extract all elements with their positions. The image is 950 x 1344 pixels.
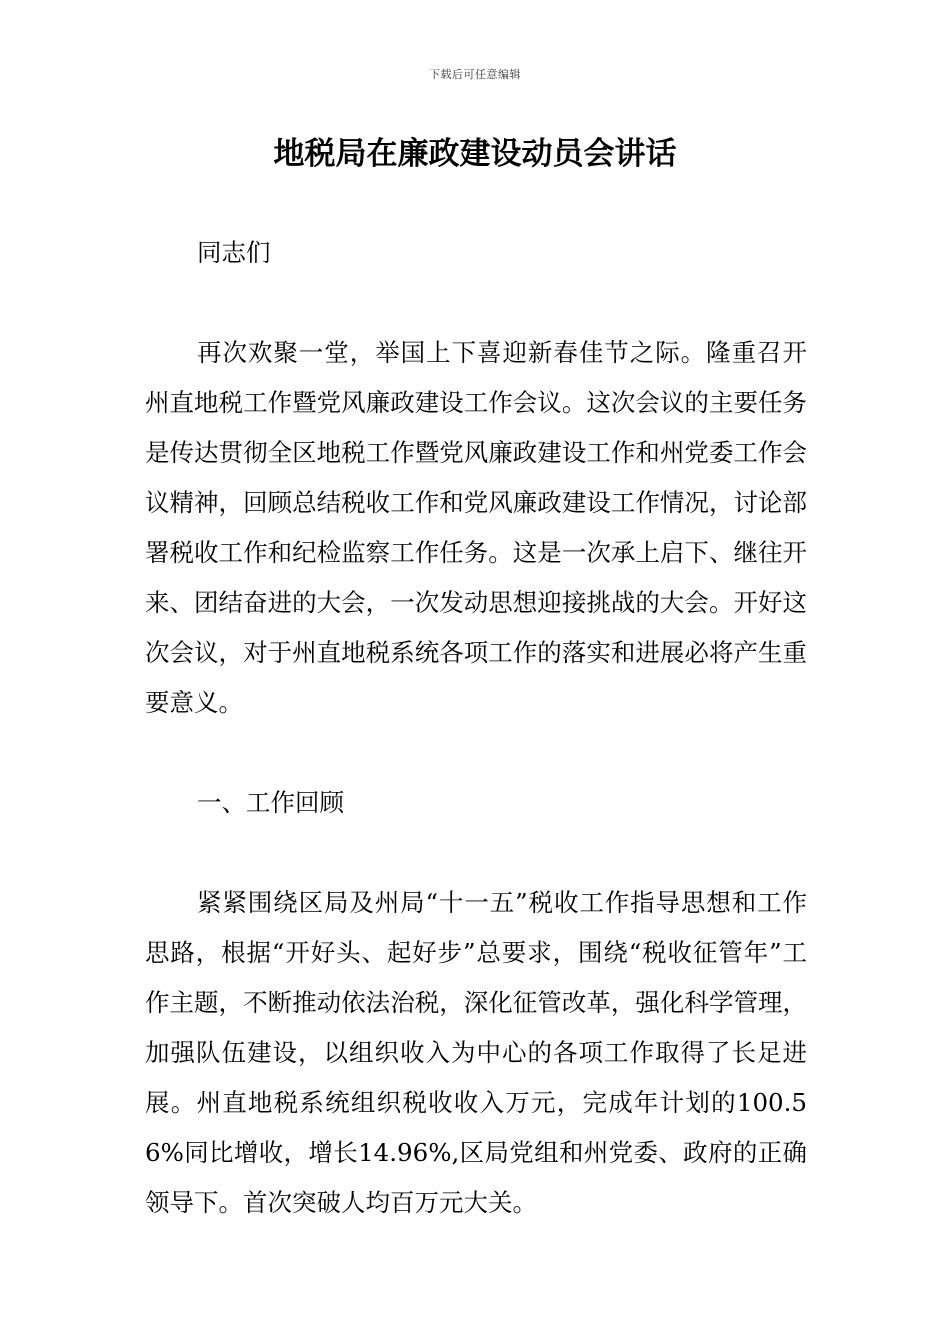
document-title: 地税局在廉政建设动员会讲话 [273, 136, 677, 172]
document-body [145, 228, 807, 1228]
section-heading-work-review: 一、工作回顾 [197, 788, 344, 817]
paragraph-work-review: 紧紧围绕区局及州局“十一五”税收工作指导思想和工作思路，根据“开好头、起好步”总要求，围绕“税收征管年”工作主题，不断推动依法治税，深化征管改革，强化科学管理，加强队伍建设，以组织收入为中心的各项工作取得了长足进展。州直地税系统组织税收收入万元，完成年计划的100.56%同比增收，增长14.96%,区局党组和州党委、政府的正确领导下。首次突破人均百万元大关。 [145, 888, 807, 1217]
header-note: 下载后可任意编辑 [429, 68, 521, 81]
salutation: 同志们 [197, 238, 271, 267]
paragraph-opening: 再次欢聚一堂，举国上下喜迎新春佳节之际。隆重召开州直地税工作暨党风廉政建设工作会议。这次会议的主要任务是传达贯彻全区地税工作暨党风廉政建设工作和州党委工作会议精神，回顾总结税收工作和党风廉政建设工作情况，讨论部署税收工作和纪检监察工作任务。这是一次承上启下、继往开来、团结奋进的大会，一次发动思想迎接挑战的大会。开好这次会议，对于州直地税系统各项工作的落实和进展必将产生重要意义。 [145, 338, 807, 717]
